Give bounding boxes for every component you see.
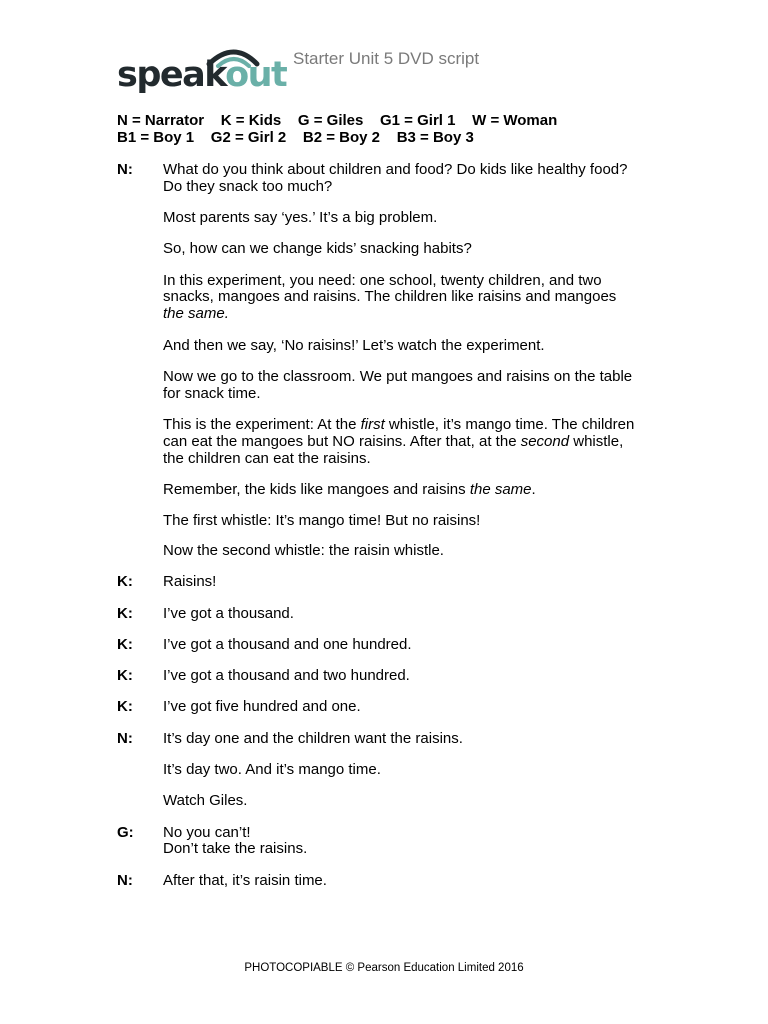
script-line xyxy=(117,699,677,716)
dialogue-line: So, how can we change kids’ snacking habits? xyxy=(163,240,472,258)
dialogue-line: Raisins! xyxy=(163,573,217,591)
dialogue-line: And then we say, ‘No raisins!’ Let’s watch the experiment. xyxy=(163,336,545,354)
dialogue-line: What do you think about children and food? Do kids like healthy food? xyxy=(163,161,628,178)
dialogue-line: It’s day two. And it’s mango time. xyxy=(163,761,381,779)
speakout-logo xyxy=(117,42,289,94)
text-run: . xyxy=(531,480,536,498)
text-run: can eat the mangoes but NO raisins. After that, at the xyxy=(163,432,521,450)
dialogue-text xyxy=(163,873,663,890)
dialogue-text xyxy=(163,210,663,227)
dialogue-text xyxy=(163,574,663,591)
dialogue-line: The first whistle: It’s mango time! But no raisins! xyxy=(163,512,481,530)
speaker-label: K: xyxy=(117,698,133,716)
script-line xyxy=(117,482,677,499)
script-line xyxy=(117,793,677,810)
script-line xyxy=(117,762,677,779)
script-line xyxy=(117,543,677,560)
dialogue-line: Watch Giles. xyxy=(163,792,248,810)
script-line xyxy=(117,637,677,654)
script-line xyxy=(117,338,677,355)
page-header xyxy=(117,42,677,94)
dvd-script xyxy=(117,162,677,904)
dialogue-line: After that, it’s raisin time. xyxy=(163,871,327,889)
script-line xyxy=(117,668,677,685)
character-key-line-1: N = Narrator K = Kids G = Giles G1 = Girl 1 W = Woman xyxy=(117,112,558,129)
emphasis-text: second xyxy=(520,432,570,450)
dialogue-line xyxy=(163,434,663,451)
dialogue-line: In this experiment, you need: one school, twenty children, and two xyxy=(163,271,602,289)
script-line xyxy=(117,210,677,227)
document-title: Starter Unit 5 DVD script xyxy=(293,49,480,68)
script-line xyxy=(117,162,677,196)
speaker-label: K: xyxy=(117,573,133,591)
copyright-footer: PHOTOCOPIABLE © Pearson Education Limited 2016 xyxy=(244,962,524,974)
dialogue-line: I’ve got five hundred and one. xyxy=(163,698,361,716)
svg-text:speakout: speakout xyxy=(117,55,287,94)
script-line xyxy=(117,241,677,258)
speaker-label: N: xyxy=(117,729,133,747)
script-line xyxy=(117,574,677,591)
dialogue-line: Now we go to the classroom. We put mangoes and raisins on the table xyxy=(163,367,633,385)
dialogue-line: for snack time. xyxy=(163,384,261,402)
dialogue-text xyxy=(163,543,663,560)
dialogue-line: Now the second whistle: the raisin whistle. xyxy=(163,541,444,559)
dialogue-text xyxy=(163,637,663,654)
dialogue-text xyxy=(163,241,663,258)
dialogue-text xyxy=(163,162,663,196)
dialogue-text xyxy=(163,482,663,499)
text-run: whistle, it’s mango time. The children xyxy=(384,415,635,433)
script-line xyxy=(117,825,677,859)
script-line xyxy=(117,731,677,748)
dialogue-line: Most parents say ‘yes.’ It’s a big problem. xyxy=(163,209,438,227)
character-key-line-2: B1 = Boy 1 G2 = Girl 2 B2 = Boy 2 B3 = Boy 3 xyxy=(117,129,474,146)
speaker-label: K: xyxy=(117,667,133,685)
dialogue-line xyxy=(163,482,663,499)
script-line xyxy=(117,369,677,403)
dialogue-line: snacks, mangoes and raisins. The children like raisins and mangoes xyxy=(163,288,617,306)
dialogue-line: I’ve got a thousand. xyxy=(163,604,294,622)
script-line xyxy=(117,873,677,890)
dialogue-text xyxy=(163,273,663,323)
emphasis-text: the same xyxy=(469,480,532,498)
dialogue-line: Do they snack too much? xyxy=(163,177,333,195)
dialogue-text xyxy=(163,731,663,748)
dialogue-text xyxy=(163,793,663,810)
dialogue-text xyxy=(163,417,663,467)
dialogue-text xyxy=(163,668,663,685)
dialogue-text xyxy=(163,699,663,716)
dialogue-text xyxy=(163,825,663,859)
script-line xyxy=(117,273,677,323)
speaker-label: K: xyxy=(117,604,133,622)
emphasis-text: the same. xyxy=(163,305,229,323)
speaker-label: K: xyxy=(117,635,133,653)
dialogue-line: the children can eat the raisins. xyxy=(163,449,371,467)
emphasis-text: first xyxy=(360,415,385,433)
dialogue-line: I’ve got a thousand and two hundred. xyxy=(163,667,410,685)
speaker-label: N: xyxy=(117,161,133,178)
dialogue-line: Don’t take the raisins. xyxy=(163,840,308,858)
dialogue-line: It’s day one and the children want the raisins. xyxy=(163,729,463,747)
text-run: whistle, xyxy=(569,432,624,450)
character-key xyxy=(117,112,677,146)
text-run: This is the experiment: At the xyxy=(163,415,361,433)
dialogue-text xyxy=(163,338,663,355)
script-line xyxy=(117,417,677,467)
script-line xyxy=(117,606,677,623)
dialogue-line xyxy=(163,417,663,434)
dialogue-text xyxy=(163,762,663,779)
dialogue-line: No you can’t! xyxy=(163,823,251,841)
speaker-label: G: xyxy=(117,823,134,841)
dialogue-line: I’ve got a thousand and one hundred. xyxy=(163,635,412,653)
dialogue-text xyxy=(163,606,663,623)
text-run: Remember, the kids like mangoes and raisins xyxy=(163,480,470,498)
speaker-label: N: xyxy=(117,871,133,889)
script-line xyxy=(117,513,677,530)
dialogue-text xyxy=(163,369,663,403)
dialogue-text xyxy=(163,513,663,530)
